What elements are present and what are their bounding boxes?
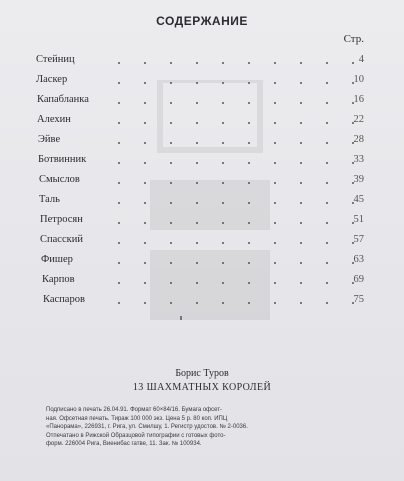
toc-entry-name: Смыслов — [39, 174, 80, 185]
toc-leader-dots — [118, 134, 354, 144]
toc-leader-dots — [118, 234, 354, 244]
print-mark — [180, 316, 182, 320]
imprint-line: «Панорама», 226931, г. Рига, ул. Смилшу, 1. Регистр удостов. № 2-0036. — [46, 424, 248, 430]
toc-entry-name: Петросян — [40, 214, 83, 225]
toc-entry-name: Стейниц — [36, 54, 75, 65]
toc-entry — [0, 174, 404, 190]
toc-entry — [0, 94, 404, 110]
toc-entry-name: Ботвинник — [38, 154, 87, 165]
toc-leader-dots — [118, 74, 354, 84]
toc-entry-name: Капабланка — [37, 94, 89, 105]
toc-entry — [0, 214, 404, 230]
toc-entry — [0, 194, 404, 210]
toc-entry — [0, 114, 404, 130]
toc-leader-dots — [118, 254, 354, 264]
toc-entry-page: 69 — [353, 274, 364, 285]
toc-entry — [0, 74, 404, 90]
toc-leader-dots — [118, 114, 354, 124]
toc-leader-dots — [118, 154, 354, 164]
toc-entry-page: 57 — [353, 234, 364, 245]
page-column-label: Стр. — [343, 33, 364, 45]
imprint-line: форм. 226004 Рига, Виенибас гатве, 11. Зак. № 100934. — [46, 441, 202, 447]
toc-entry — [0, 274, 404, 290]
toc-entry-page: 22 — [353, 114, 364, 125]
imprint-line: ная. Офсетная печать. Тираж 100 000 экз. Цена 5 р. 80 коп. ИПЦ — [46, 415, 228, 422]
toc-leader-dots — [118, 274, 354, 284]
toc-entry-name: Таль — [39, 194, 60, 205]
toc-entry — [0, 154, 404, 170]
toc-leader-dots — [118, 174, 354, 184]
toc-entry-name: Каспаров — [43, 294, 85, 305]
contents-heading: СОДЕРЖАНИЕ — [156, 14, 248, 28]
toc-entry-page: 51 — [353, 214, 364, 225]
toc-entry-page: 45 — [353, 194, 364, 205]
imprint-line: Отпечатано в Рижской Образцовой типографии с готовых фото- — [46, 432, 226, 439]
toc-entry — [0, 294, 404, 310]
author-name: Борис Туров — [175, 368, 229, 379]
toc-leader-dots — [118, 194, 354, 204]
toc-leader-dots — [118, 294, 354, 304]
toc-entry — [0, 254, 404, 270]
toc-leader-dots — [118, 94, 354, 104]
toc-entry-page: 28 — [353, 134, 364, 145]
toc-entry-page: 10 — [353, 74, 364, 85]
toc-entry-name: Ласкер — [36, 74, 68, 85]
toc-leader-dots — [118, 54, 354, 64]
toc-entry-page: 16 — [353, 94, 364, 105]
toc-entry-page: 39 — [353, 174, 364, 185]
toc-entry-name: Алехин — [37, 114, 71, 125]
toc-entry — [0, 134, 404, 150]
toc-entry-name: Эйве — [38, 134, 61, 145]
toc-entry-name: Фишер — [41, 254, 73, 265]
imprint-block — [46, 406, 376, 449]
imprint-line: Подписано в печать 26.04.91. Формат 60×84/16. Бумага офсет- — [46, 407, 223, 413]
book-title: 13 ШАХМАТНЫХ КОРОЛЕЙ — [132, 382, 272, 393]
toc-entry-name: Спасский — [40, 234, 83, 245]
toc-entry-page: 4 — [358, 54, 364, 65]
toc-entry-page: 75 — [353, 294, 364, 305]
toc-leader-dots — [118, 214, 354, 224]
toc-entry — [0, 234, 404, 250]
toc-entry-name: Карпов — [42, 274, 75, 285]
toc-entry-page: 63 — [353, 254, 364, 265]
toc-entry — [0, 54, 404, 70]
toc-entry-page: 33 — [353, 154, 364, 165]
